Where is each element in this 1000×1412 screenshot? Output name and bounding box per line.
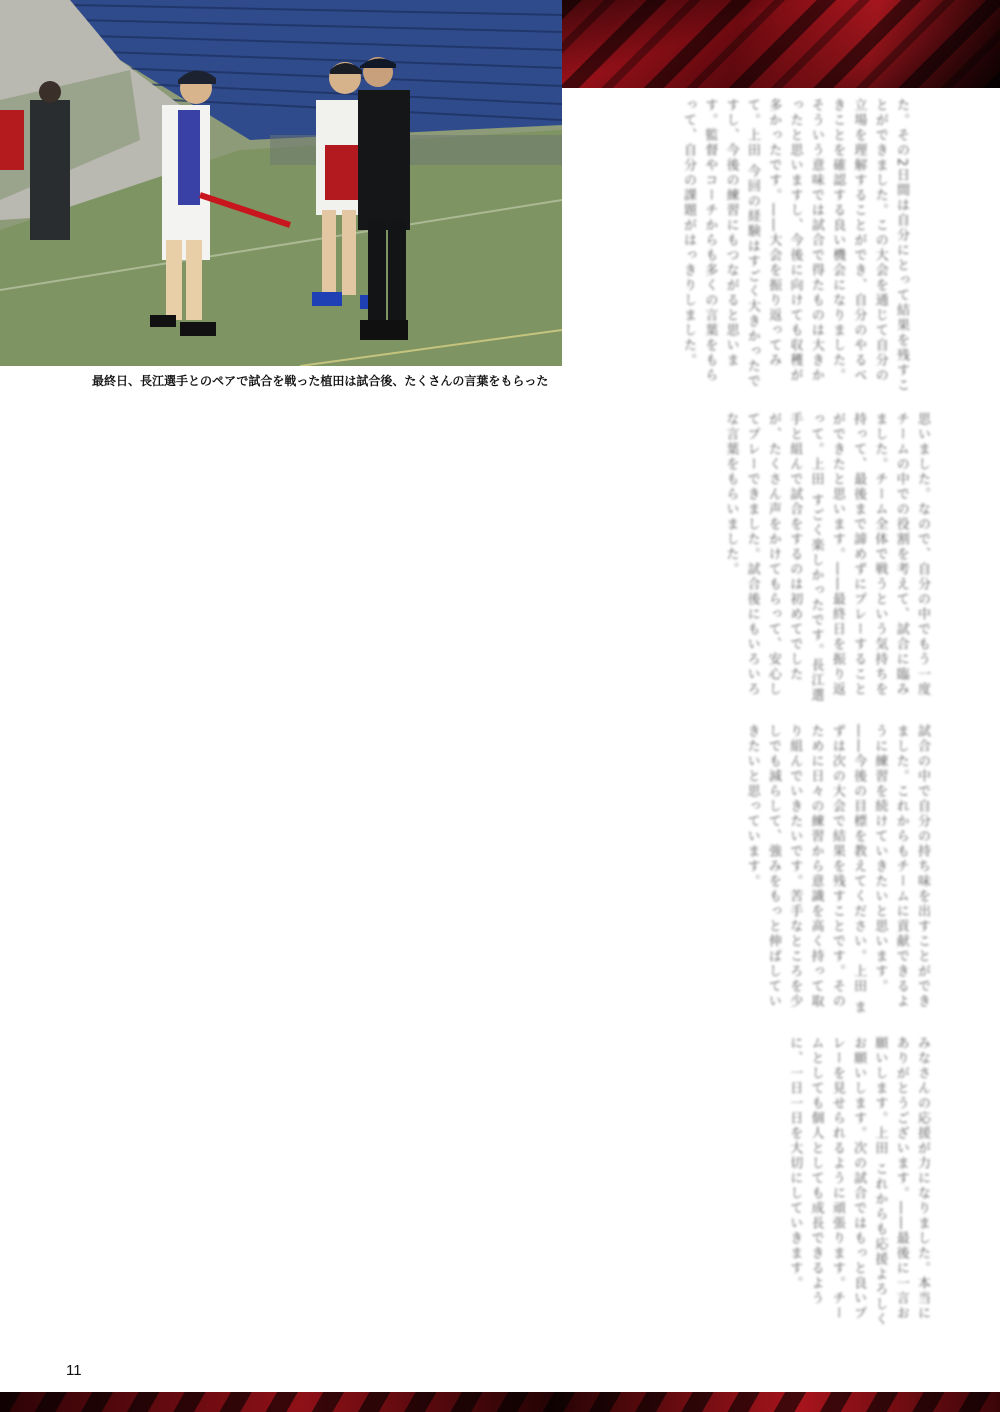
column-text: 試合の中で自分の持ち味を出すことができました。これからもチームに貢献できるように練習を続けていきたいと思います。――今後の目標を教えてください。上田 まずは次の大会で結果を残すことです。そのために日々の練習から意識を高く持って取り組んでいきたいです。苦手なところを少しでも減らして、強みをもっと伸ばしていきたいと思っています。 [744,724,930,1016]
article-column-2 [88,412,933,708]
footer-banner [0,1392,1000,1412]
column-text: 思いました。なので、自分の中でもう一度チームの中での役割を考えて、試合に臨みました。チーム全体で戦うという気持ちを持って、最後まで諦めずにプレーすることができたと思います。――最終日を振り返って。上田 すごく楽しかったです。長江選手と組んで試合をするのは初めてでしたが、たくさん声をかけてもらって、安心してプレーできました。試合後にもいろいろな言葉をもらいました。 [723,412,930,704]
column-text: た。その2日間は自分にとって結果を残すことができました。この大会を通じて自分の立場を理解することができ、自分のやるべきことを確認する良い機会になりました。そういう意味では試合で得たものは大きかったと思いますし、今後に向けても収穫が多かったです。――大会を振り返ってみて。上田 今回の経験はすごく大きかったですし、今後の練習にもつながると思います。監督やコーチからも多くの言葉をもらって、自分の課題がはっきりしました。 [681,98,909,394]
article-column-1 [582,98,912,394]
tennis-players-photo [0,0,562,366]
header-banner [562,0,1000,88]
column-text: みなさんの応援が力になりました。本当にありがとうございます。――最後に一言お願いします。上田 これからも応援よろしくお願いします。次の試合ではもっと良いプレーを見せられるように頑張ります。チームとしても個人としても成長できるように、一日一日を大切にしていきます。 [787,1036,930,1328]
article-column-4 [88,1036,933,1332]
article-column-3 [88,724,933,1020]
page-number: 11 [66,1362,82,1379]
photo-caption: 最終日、長江選手とのペアで試合を戦った植田は試合後、たくさんの言葉をもらった [92,374,549,388]
